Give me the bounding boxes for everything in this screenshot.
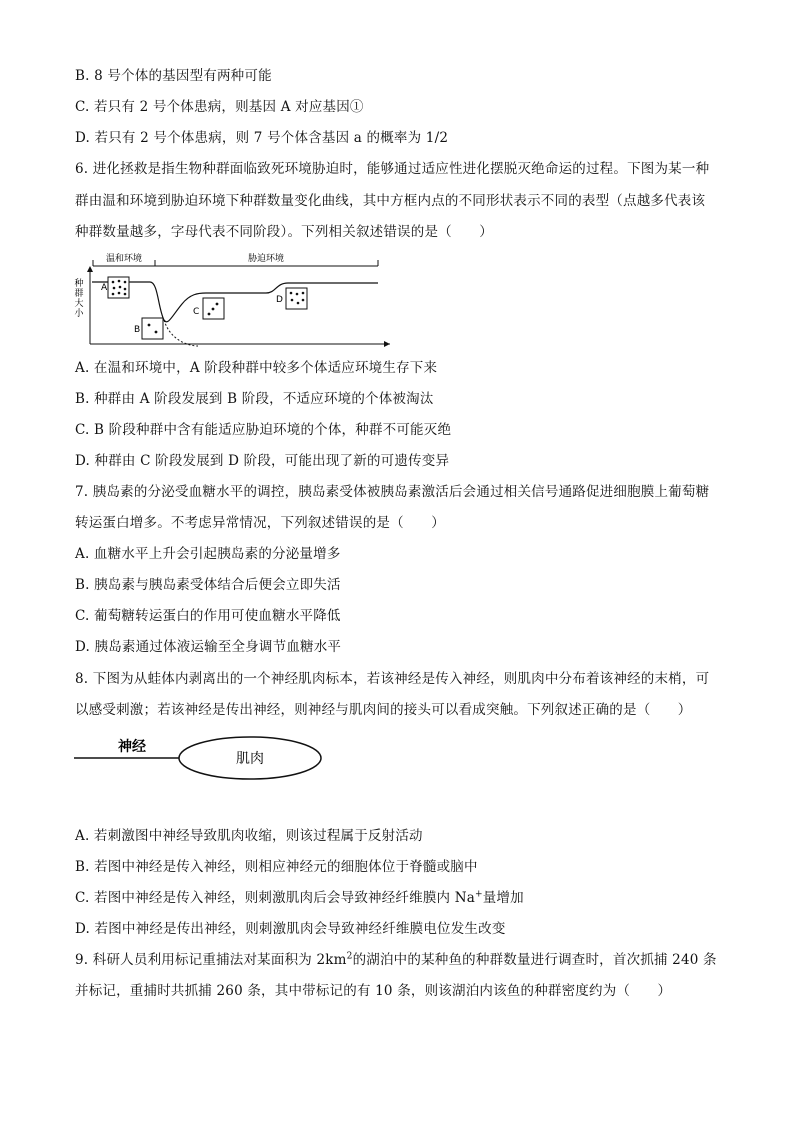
stage-c-letter: C: [193, 307, 200, 317]
q6-option-b: B. 种群由 A 阶段发展到 B 阶段，不适应环境的个体被淘汰: [75, 391, 434, 407]
q5-option-b: B. 8 号个体的基因型有两种可能: [75, 68, 272, 84]
q8-option-c-text-end: 量增加: [482, 890, 524, 906]
stage-a-letter: A: [101, 283, 108, 293]
stage-b-box: [142, 318, 163, 339]
y-axis-label-char: 群: [74, 289, 84, 299]
q9-stem-text-end: 的湖泊中的某种鱼的种群数量进行调查时，首次抓捕 240 条: [352, 952, 717, 968]
q6-option-a: A. 在温和环境中，A 阶段种群中较多个体适应环境生存下来: [75, 360, 438, 376]
muscle-label: 肌肉: [236, 751, 264, 767]
q9-stem-text: 9. 科研人员利用标记重捕法对某面积为 2km: [75, 952, 347, 968]
q8-stem-line-1: 8. 下图为从蛙体内剥离出的一个神经肌肉标本，若该神经是传入神经，则肌肉中分布着该神经的末梢，可: [75, 671, 710, 687]
q7-stem-line-1: 7. 胰岛素的分泌受血糖水平的调控，胰岛素受体被胰岛素激活后会通过相关信号通路促进细胞膜上葡萄糖: [75, 484, 710, 500]
q8-option-d: D. 若图中神经是传出神经，则刺激肌肉会导致神经纤维膜电位发生改变: [75, 921, 506, 937]
q6-stem-line-3: 种群数量越多，字母代表不同阶段）。下列相关叙述错误的是（ ）: [75, 224, 493, 240]
stage-b-letter: B: [134, 325, 141, 335]
q8-option-c: [75, 888, 524, 908]
x-axis-arrow: [384, 341, 390, 347]
q5-option-c: C. 若只有 2 号个体患病，则基因 A 对应基因①: [75, 99, 364, 115]
svg-text:种群大小: [74, 277, 84, 319]
q6-stem-line-2: 群由温和环境到胁迫环境下种群数量变化曲线，其中方框内点的不同形状表示不同的表型（点越多代表该: [75, 193, 706, 209]
q8-option-c-superscript: +: [474, 889, 483, 900]
stage-d-box: [286, 288, 307, 309]
q8-nerve-muscle-figure: [70, 732, 330, 782]
label-mild-environment: 温和环境: [105, 254, 143, 264]
q8-stem-line-2: 以感受刺激；若该神经是传出神经，则神经与肌肉间的接头可以看成突触。下列叙述正确的是（ ）: [75, 702, 692, 718]
q6-stem-line-1: 6. 进化拯救是指生物种群面临致死环境胁迫时，能够通过适应性进化摆脱灭绝命运的过程。下图为某一种: [75, 161, 710, 177]
y-axis-arrow: [87, 266, 93, 272]
q9-stem-line-1: [75, 950, 717, 970]
curve-extinction-dashed: [164, 320, 198, 346]
stage-d-letter: D: [276, 295, 283, 305]
y-axis-label-char: 小: [74, 309, 84, 319]
q7-option-c: C. 葡萄糖转运蛋白的作用可使血糖水平降低: [75, 608, 341, 624]
q5-option-d: D. 若只有 2 号个体患病，则 7 号个体含基因 a 的概率为 1/2: [75, 130, 449, 146]
q7-option-d: D. 胰岛素通过体液运输至全身调节血糖水平: [75, 639, 342, 655]
q8-option-b: B. 若图中神经是传入神经，则相应神经元的细胞体位于脊髓或脑中: [75, 859, 478, 875]
y-axis-label: [74, 277, 84, 319]
q6-option-c: C. B 阶段种群中含有能适应胁迫环境的个体，种群不可能灭绝: [75, 422, 452, 438]
nerve-label: 神经: [118, 739, 146, 755]
q6-option-d: D. 种群由 C 阶段发展到 D 阶段，可能出现了新的可遗传变异: [75, 453, 450, 469]
q7-stem-line-2: 转运蛋白增多。不考虑异常情况，下列叙述错误的是（ ）: [75, 515, 445, 531]
q9-stem-line-2: 并标记，重捕时共抓捕 260 条，其中带标记的有 10 条，则该湖泊内该鱼的种群密度约为（ ）: [75, 983, 672, 999]
y-axis-label-char: 大: [74, 299, 84, 309]
q7-option-a: A. 血糖水平上升会引起胰岛素的分泌量增多: [75, 546, 341, 562]
label-stress-environment: 胁迫环境: [247, 254, 285, 264]
q9-area-superscript: 2: [346, 951, 353, 962]
q8-option-c-text: C. 若图中神经是传入神经，则刺激肌肉后会导致神经纤维膜内 Na: [75, 890, 475, 906]
q6-population-figure: [70, 248, 400, 352]
q8-option-a: A. 若刺激图中神经导致肌肉收缩，则该过程属于反射活动: [75, 828, 423, 844]
y-axis-label-char: 种: [74, 279, 84, 289]
q7-option-b: B. 胰岛素与胰岛素受体结合后便会立即失活: [75, 577, 341, 593]
